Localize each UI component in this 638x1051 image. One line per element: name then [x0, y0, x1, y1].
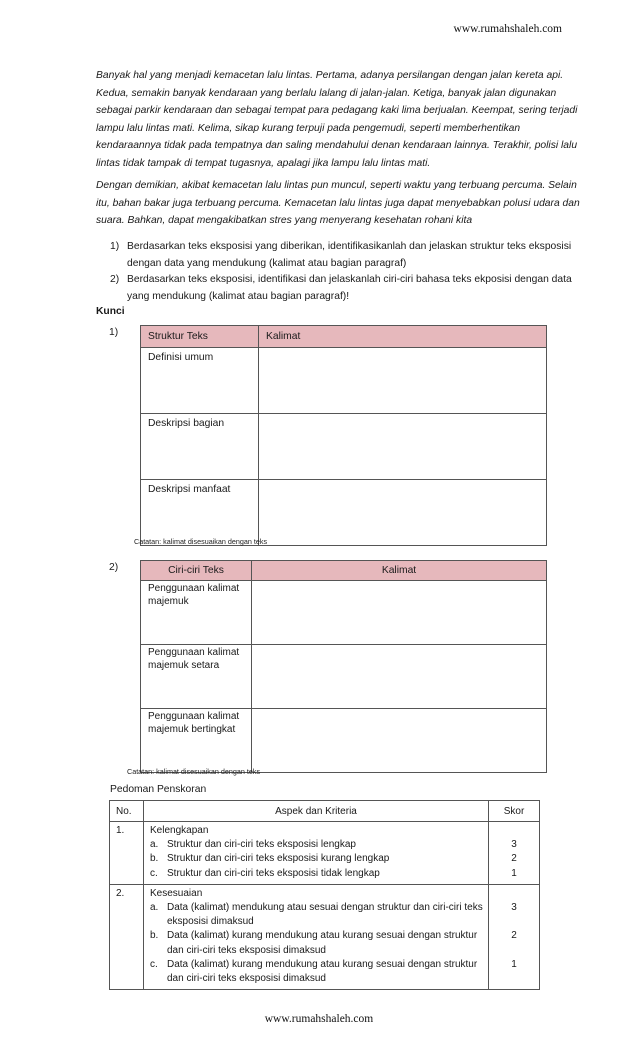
table-row	[141, 414, 547, 480]
criteria-text: Struktur dan ciri-ciri teks eksposisi lengkap	[167, 839, 356, 851]
sentence-cell[interactable]	[259, 414, 547, 480]
score-value: 2	[511, 930, 517, 942]
score-value: 3	[511, 902, 517, 914]
header-site-url: www.rumahshaleh.com	[453, 23, 562, 35]
criteria-letter: c.	[150, 958, 158, 970]
criteria-letter: c.	[150, 867, 158, 879]
features-table	[140, 560, 547, 773]
score-cell	[489, 822, 540, 885]
no-header: No.	[110, 801, 144, 822]
table-row	[141, 348, 547, 414]
structure-cell: Definisi umum	[141, 348, 259, 414]
structure-table	[140, 325, 547, 546]
criteria-list	[150, 838, 488, 881]
list-item	[150, 838, 488, 852]
table-row	[141, 709, 547, 773]
table-row	[141, 645, 547, 709]
question-1	[110, 238, 590, 272]
sentence-cell[interactable]	[259, 480, 547, 546]
list-item	[150, 958, 488, 986]
question-text: Berdasarkan teks eksposisi yang diberikan, identifikasikanlah dan jelaskan struktur teks eksposisi dengan data yang mendukung (kalimat atau bagian paragraf)	[127, 241, 572, 269]
score-value: 1	[511, 958, 517, 970]
sentence-cell[interactable]	[252, 581, 547, 645]
paragraph-causes: Banyak hal yang menjadi kemacetan lalu lintas. Pertama, adanya persilangan dengan jalan kereta api. Kedua, semakin banyak kendaraan yang berlalu lalang di jalan-jalan. Ketiga, banyak jalan digunakan sebagai parkir kendaraan dan sebagai tempat para pedagang kaki lima berjualan. Keempat, sering terjadi lampu lalu lintas mati. Kelima, sikap kurang terpuji pada pengemudi, seperti memberhentikan kendaraannya tidak pada tempatnya dan saling mendahului denan kendaraan lainnya. Terakhir, polisi lalu lintas tidak tampak di tempat tugasnya, apalagi jika lampu lalu lintas mati.	[96, 70, 578, 169]
paragraph-effects: Dengan demikian, akibat kemacetan lalu lintas pun muncul, seperti waktu yang terbuang percuma. Selain itu, bahan bakar juga terbuang percuma. Kemacetan lalu lintas juga dapat menyebabkan polusi udara dan suara. Bahkan, dapat mengakibatkan stres yang menyerang kesehatan rohani kita	[96, 180, 580, 227]
sentence-cell[interactable]	[259, 348, 547, 414]
row-number: 2.	[110, 884, 144, 989]
scoring-guide-title: Pedoman Penskoran	[110, 784, 207, 795]
table-row	[141, 581, 547, 645]
score-cell	[489, 884, 540, 989]
sentence-cell[interactable]	[252, 709, 547, 773]
sentence-header: Kalimat	[259, 326, 547, 348]
structure-header: Struktur Teks	[141, 326, 259, 348]
score-value: 3	[511, 839, 517, 851]
criteria-text: Data (kalimat) kurang mendukung atau kurang sesuai dengan struktur dan ciri-ciri teks eksposisi dimaksud	[167, 958, 478, 985]
table-row	[110, 822, 540, 885]
criteria-text: Struktur dan ciri-ciri teks eksposisi kurang lengkap	[167, 853, 390, 865]
criteria-letter: b.	[150, 853, 159, 865]
criteria-list	[150, 901, 488, 986]
feature-cell: Penggunaan kalimat majemuk bertingkat	[141, 709, 252, 773]
list-item	[150, 852, 488, 866]
question-text: Berdasarkan teks eksposisi, identifikasi dan jelaskanlah ciri-ciri bahasa teks ekposisi dengan data yang mendukung (kalimat atau bagian paragraf)!	[127, 274, 572, 302]
criteria-text: Data (kalimat) mendukung atau sesuai dengan struktur dan ciri-ciri teks eksposisi dimaksud	[167, 902, 483, 928]
feature-cell: Penggunaan kalimat majemuk	[141, 581, 252, 645]
score-header: Skor	[489, 801, 540, 822]
list-item	[150, 929, 488, 957]
criteria-cell	[144, 822, 489, 885]
footer-site-url: www.rumahshaleh.com	[264, 1013, 374, 1025]
table-row	[141, 480, 547, 546]
list-item	[150, 867, 488, 881]
criteria-letter: a.	[150, 902, 159, 914]
structure-cell: Deskripsi manfaat	[141, 480, 259, 546]
question-number: 2)	[110, 274, 120, 285]
sentence-header: Kalimat	[252, 561, 547, 581]
table-row	[110, 884, 540, 989]
table1-note: Catatan: kalimat disesuaikan dengan teks	[134, 537, 268, 546]
question-number: 1)	[110, 241, 120, 252]
score-value: 2	[511, 853, 517, 865]
criteria-letter: a.	[150, 839, 159, 851]
criteria-text: Struktur dan ciri-ciri teks eksposisi tidak lengkap	[167, 867, 380, 879]
criteria-header: Aspek dan Kriteria	[144, 801, 489, 822]
criteria-letter: b.	[150, 930, 159, 942]
list-item	[150, 901, 488, 929]
table2-note: Catatan: kalimat disesuaikan dengan teks	[127, 767, 261, 776]
features-header: Ciri-ciri Teks	[141, 561, 252, 581]
aspect-title: Kesesuaian	[150, 887, 203, 899]
aspect-title: Kelengkapan	[150, 825, 209, 836]
table1-label: 1)	[109, 327, 119, 338]
criteria-cell	[144, 884, 489, 989]
structure-cell: Deskripsi bagian	[141, 414, 259, 480]
table2-label: 2)	[109, 562, 119, 573]
sentence-cell[interactable]	[252, 645, 547, 709]
question-2	[110, 271, 590, 305]
criteria-text: Data (kalimat) kurang mendukung atau kurang sesuai dengan struktur dan ciri-ciri teks eksposisi dimaksud	[167, 930, 478, 956]
answer-key-heading: Kunci	[96, 306, 125, 317]
row-number: 1.	[110, 822, 144, 885]
score-value: 1	[511, 867, 517, 879]
feature-cell: Penggunaan kalimat majemuk setara	[141, 645, 252, 709]
scoring-table	[109, 800, 540, 990]
